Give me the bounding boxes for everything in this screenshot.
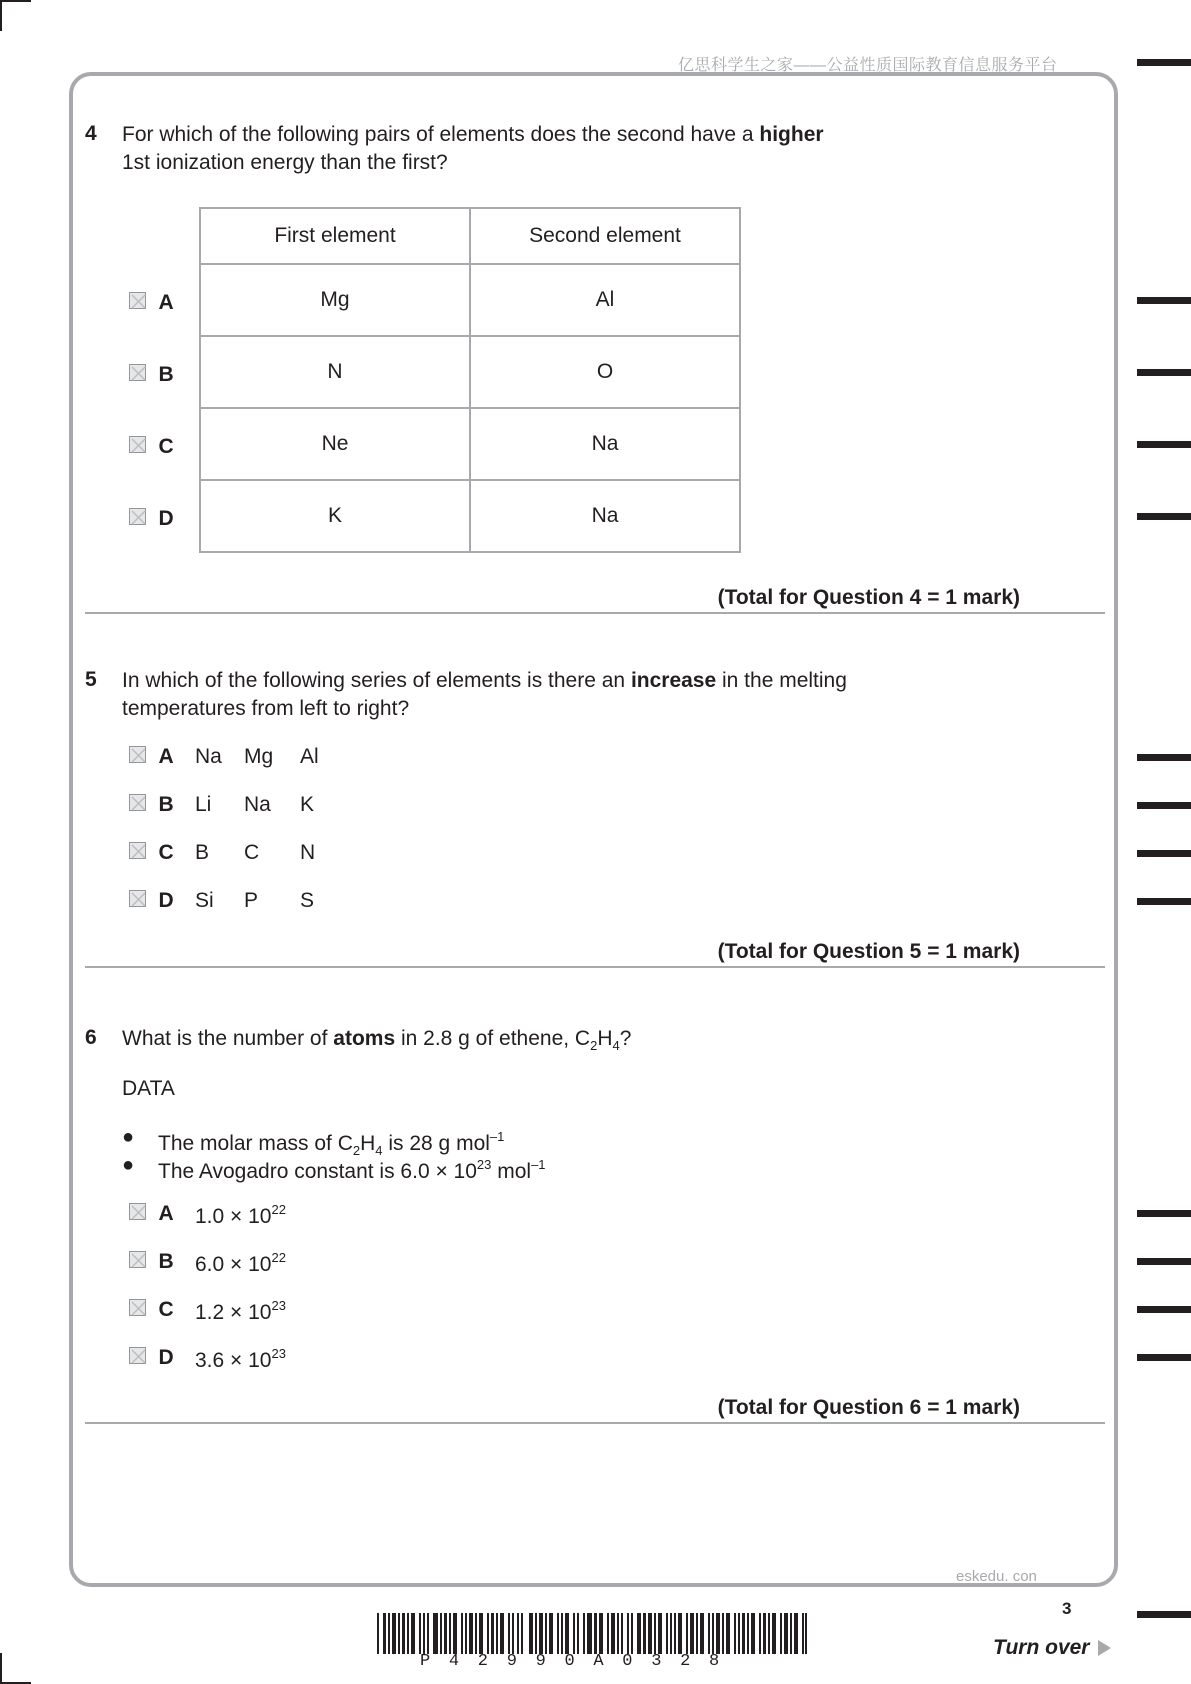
answer-checkbox[interactable] <box>129 842 146 859</box>
option-value <box>195 1346 286 1373</box>
cross-icon <box>130 1348 147 1365</box>
formula-end: ? <box>619 1027 632 1050</box>
question-5-total: (Total for Question 5 = 1 mark) <box>717 940 1020 963</box>
option-item: S <box>300 889 315 912</box>
option-letter: D <box>158 889 174 912</box>
question-6-text-before: What is the number of <box>122 1027 334 1050</box>
option-letter: C <box>158 841 174 864</box>
question-5-text-bold: increase <box>630 669 717 692</box>
option-exponent: 23 <box>271 1298 286 1313</box>
table-header-row <box>200 208 740 264</box>
question-6-data-label: DATA <box>122 1077 175 1100</box>
question-4-text-bold: higher <box>759 123 824 146</box>
cross-icon <box>130 1252 147 1269</box>
barcode-text: P42990A0328 <box>420 1652 738 1671</box>
question-6-text-after: in 2.8 g of ethene, C <box>395 1027 591 1050</box>
option-item: C <box>244 841 260 864</box>
table-row <box>200 264 740 336</box>
table-cell-second: Na <box>470 480 740 552</box>
answer-checkbox[interactable] <box>129 1251 146 1268</box>
option-letter: D <box>158 1346 174 1369</box>
cross-icon <box>130 843 147 860</box>
crop-mark-top-left-horizontal <box>0 0 31 2</box>
cross-icon <box>130 509 147 526</box>
timing-mark <box>1137 754 1191 761</box>
option-item: Al <box>300 745 319 768</box>
option-item: N <box>300 841 316 864</box>
question-4-text-after: 1st ionization energy than the first? <box>122 151 448 174</box>
table-row <box>200 336 740 408</box>
option-exponent: 22 <box>271 1202 286 1217</box>
question-5-option-a[interactable] <box>129 745 319 769</box>
table-cell-second: Na <box>470 408 740 480</box>
answer-checkbox[interactable] <box>129 436 146 453</box>
question-5-number: 5 <box>85 668 97 691</box>
timing-mark <box>1137 297 1191 304</box>
option-letter: C <box>158 435 174 458</box>
table-cell-first: K <box>200 480 470 552</box>
cross-icon <box>130 891 147 908</box>
question-5-text-before: In which of the following series of elements is there an <box>122 669 631 692</box>
option-exponent: 23 <box>271 1346 286 1361</box>
formula-subscript: 4 <box>375 1143 383 1158</box>
answer-checkbox[interactable] <box>129 1347 146 1364</box>
cross-icon <box>130 1204 147 1221</box>
question-6-bullet-1 <box>122 1123 505 1158</box>
question-5-text <box>122 667 1022 723</box>
exponent-superscript: 23 <box>476 1157 492 1172</box>
answer-checkbox[interactable] <box>129 746 146 763</box>
option-item: Na <box>195 745 222 768</box>
question-4-divider <box>85 612 1105 614</box>
question-4-option-d[interactable] <box>129 507 174 531</box>
option-mantissa: 6.0 × 10 <box>195 1253 272 1276</box>
answer-checkbox[interactable] <box>129 794 146 811</box>
question-5-text-line2: temperatures from left to right? <box>122 697 410 720</box>
question-5-text-after: in the melting <box>716 669 847 692</box>
option-item: Mg <box>244 745 274 768</box>
answer-checkbox[interactable] <box>129 1203 146 1220</box>
bullet-icon: ● <box>122 1126 135 1148</box>
timing-mark <box>1137 1306 1191 1313</box>
option-letter: A <box>158 1202 174 1225</box>
option-item: K <box>300 793 315 816</box>
option-item: Si <box>195 889 214 912</box>
question-4-elements-table <box>199 207 741 553</box>
timing-mark <box>1137 850 1191 857</box>
timing-mark <box>1137 1611 1191 1618</box>
option-mantissa: 1.0 × 10 <box>195 1205 272 1228</box>
question-6-divider <box>85 1422 1105 1424</box>
crop-mark-top-left-vertical <box>0 0 2 31</box>
cross-icon <box>130 437 147 454</box>
question-4-text <box>122 121 982 177</box>
table-cell-first: Mg <box>200 264 470 336</box>
timing-mark <box>1137 59 1191 66</box>
timing-mark <box>1137 369 1191 376</box>
formula-element: H <box>597 1027 613 1050</box>
crop-mark-bottom-left-vertical <box>0 1653 2 1684</box>
question-5-option-b[interactable] <box>129 793 315 817</box>
table-header-second-element: Second element <box>470 208 740 264</box>
question-4-text-before: For which of the following pairs of elements does the second have a <box>122 123 760 146</box>
table-header-first-element: First element <box>200 208 470 264</box>
question-6-text <box>122 1025 982 1060</box>
cross-icon <box>130 293 147 310</box>
timing-mark <box>1137 1354 1191 1361</box>
question-5-divider <box>85 966 1105 968</box>
formula-subscript: 2 <box>352 1143 361 1158</box>
timing-mark <box>1137 513 1191 520</box>
question-4-option-b[interactable] <box>129 363 174 387</box>
option-item: B <box>195 841 210 864</box>
answer-checkbox[interactable] <box>129 1299 146 1316</box>
question-4-number: 4 <box>85 122 97 145</box>
table-cell-second: O <box>470 336 740 408</box>
timing-mark <box>1137 898 1191 905</box>
option-value <box>195 1202 286 1229</box>
question-4-option-a[interactable] <box>129 291 174 315</box>
option-letter: C <box>158 1298 174 1321</box>
answer-checkbox[interactable] <box>129 890 146 907</box>
turn-over-label: Turn over <box>993 1636 1090 1659</box>
answer-checkbox[interactable] <box>129 292 146 309</box>
bullet-text-post: is 28 g mol <box>382 1132 490 1155</box>
bullet-icon: ● <box>122 1154 135 1176</box>
answer-checkbox[interactable] <box>129 508 146 525</box>
bullet-text <box>158 1151 546 1186</box>
option-item: P <box>244 889 259 912</box>
bullet-text-post: mol <box>491 1160 532 1183</box>
table-cell-first: N <box>200 336 470 408</box>
table-row <box>200 480 740 552</box>
timing-mark <box>1137 441 1191 448</box>
table-cell-second: Al <box>470 264 740 336</box>
option-item: Na <box>244 793 271 816</box>
option-letter: B <box>158 793 174 816</box>
header-watermark: 亿思科学生之家——公益性质国际教育信息服务平台 <box>678 57 1058 74</box>
option-value <box>195 1298 286 1325</box>
cross-icon <box>130 795 147 812</box>
unit-superscript: –1 <box>531 1157 546 1172</box>
bullet-text-pre: The molar mass of C <box>158 1132 353 1155</box>
option-value <box>195 1250 286 1277</box>
cross-icon <box>130 1300 147 1317</box>
option-mantissa: 3.6 × 10 <box>195 1349 272 1372</box>
barcode-icon <box>377 1613 807 1654</box>
timing-mark <box>1137 1210 1191 1217</box>
option-mantissa: 1.2 × 10 <box>195 1301 272 1324</box>
option-exponent: 22 <box>271 1250 286 1265</box>
unit-superscript: –1 <box>489 1129 505 1144</box>
timing-mark <box>1137 802 1191 809</box>
table-row <box>200 408 740 480</box>
cross-icon <box>130 747 147 764</box>
question-6-number: 6 <box>85 1026 97 1049</box>
cross-icon <box>130 365 147 382</box>
formula-subscript: 4 <box>612 1038 620 1053</box>
footer-site-watermark: eskedu. con <box>956 1568 1037 1585</box>
question-6-text-bold: atoms <box>333 1027 396 1050</box>
question-4-total: (Total for Question 4 = 1 mark) <box>717 586 1020 609</box>
page-number: 3 <box>1062 1599 1072 1618</box>
turn-over-arrow-icon <box>1098 1640 1111 1656</box>
bullet-text-pre: The Avogadro constant is 6.0 × 10 <box>158 1160 477 1183</box>
option-letter: B <box>158 363 174 386</box>
question-5-option-d[interactable] <box>129 889 315 913</box>
option-letter: D <box>158 507 174 530</box>
answer-checkbox[interactable] <box>129 364 146 381</box>
table-cell-first: Ne <box>200 408 470 480</box>
option-item: Li <box>195 793 212 816</box>
formula-element: H <box>360 1132 376 1155</box>
formula-subscript: 2 <box>590 1038 598 1053</box>
timing-mark <box>1137 1258 1191 1265</box>
option-letter: A <box>158 745 174 768</box>
option-letter: A <box>158 291 174 314</box>
question-4-option-c[interactable] <box>129 435 174 459</box>
question-5-option-c[interactable] <box>129 841 316 865</box>
option-letter: B <box>158 1250 174 1273</box>
question-6-total: (Total for Question 6 = 1 mark) <box>717 1396 1020 1419</box>
